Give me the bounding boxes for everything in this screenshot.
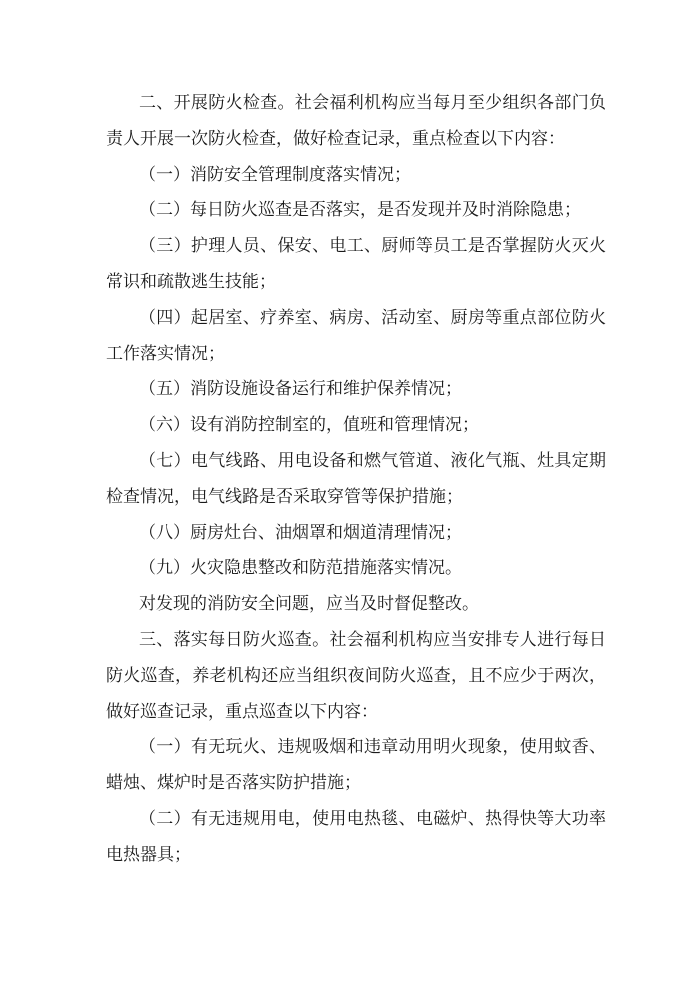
paragraph-inspection-item-2: （二）每日防火巡查是否落实，是否发现并及时消除隐患； (139, 200, 581, 221)
paragraph-daily-patrol-heading: 三、落实每日防火巡查。社会福利机构应当安排专人进行每日防火巡查，养老机构还应当组织夜间防火巡查，且不应少于两次，做好巡查记录，重点巡查以下内容： (106, 629, 606, 722)
paragraph-inspection-item-1: （一）消防安全管理制度落实情况； (139, 164, 411, 185)
paragraph-inspection-item-3: （三）护理人员、保安、电工、厨师等员工是否掌握防火灭火常识和疏散逃生技能； (106, 236, 606, 292)
paragraph-inspection-item-4: （四）起居室、疗养室、病房、活动室、厨房等重点部位防火工作落实情况； (106, 307, 606, 364)
paragraph-fire-inspection-heading: 二、开展防火检查。社会福利机构应当每月至少组织各部门负责人开展一次防火检查，做好检查记录，重点检查以下内容： (106, 93, 606, 149)
paragraph-inspection-item-6: （六）设有消防控制室的，值班和管理情况； (139, 415, 479, 436)
document-body (106, 86, 606, 874)
paragraph-patrol-item-1: （一）有无玩火、违规吸烟和违章动用明火现象，使用蚊香、蜡烛、煤炉时是否落实防护措施； (106, 737, 606, 794)
paragraph-inspection-item-9: （九）火灾隐患整改和防范措施落实情况。 (139, 558, 462, 579)
paragraph-patrol-item-2: （二）有无违规用电，使用电热毯、电磁炉、热得快等大功率电热器具； (106, 808, 606, 865)
paragraph-rectification-note: 对发现的消防安全问题，应当及时督促整改。 (139, 594, 479, 615)
paragraph-inspection-item-7: （七）电气线路、用电设备和燃气管道、液化气瓶、灶具定期检查情况，电气线路是否采取穿管等保护措施； (106, 450, 606, 507)
paragraph-inspection-item-5: （五）消防设施设备运行和维护保养情况； (139, 379, 462, 400)
paragraph-inspection-item-8: （八）厨房灶台、油烟罩和烟道清理情况； (139, 522, 462, 543)
